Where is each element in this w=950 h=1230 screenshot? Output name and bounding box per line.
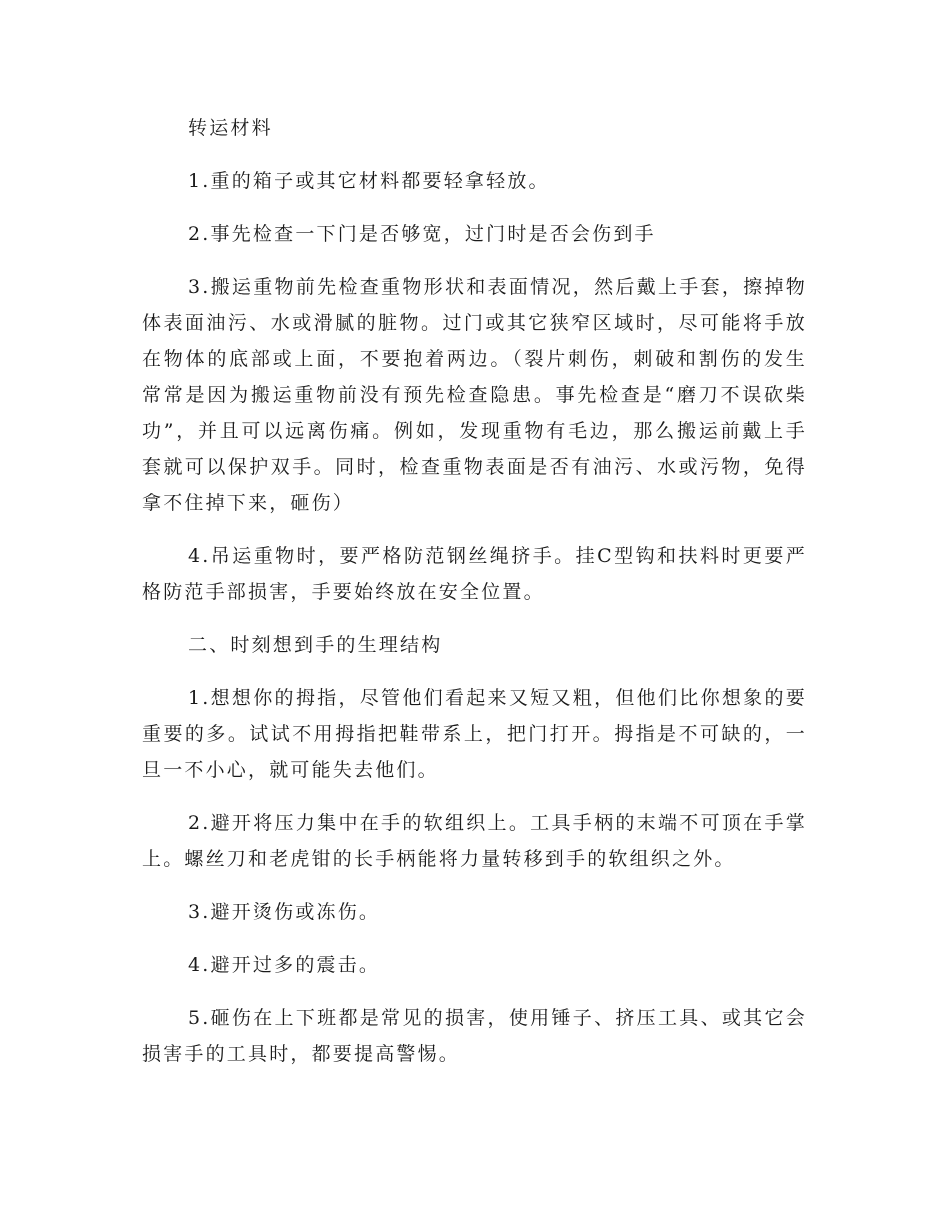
physiology-item-2: 2.避开将压力集中在手的软组织上。工具手柄的末端不可顶在手掌上。螺丝刀和老虎钳的长手柄能将力量转移到手的软组织之外。 bbox=[142, 812, 807, 870]
physiology-item-3: 3.避开烫伤或冻伤。 bbox=[188, 901, 381, 923]
physiology-item-1: 1.想想你的拇指，尽管他们看起来又短又粗，但他们比你想象的要重要的多。试试不用拇指把鞋带系上，把门打开。拇指是不可缺的，一旦一不小心，就可能失去他们。 bbox=[142, 687, 807, 781]
physiology-item-4: 4.避开过多的震击。 bbox=[188, 954, 381, 976]
transport-item-1: 1.重的箱子或其它材料都要轻拿轻放。 bbox=[188, 170, 550, 192]
transport-item-3: 3.搬运重物前先检查重物形状和表面情况，然后戴上手套，擦掉物体表面油污、水或滑腻的脏物。过门或其它狭窄区域时，尽可能将手放在物体的底部或上面，不要抱着两边。（裂片刺伤，刺破和割伤的发生常常是因为搬运重物前没有预先检查隐患。事先检查是“磨刀不误砍柴功”，并且可以远离伤痛。例如，发现重物有毛边，那么搬运前戴上手套就可以保护双手。同时，检查重物表面是否有油污、水或污物，免得拿不住掉下来，砸伤） bbox=[142, 276, 807, 514]
section-title-transport: 转运材料 bbox=[188, 117, 273, 139]
section-title-physiology: 二、时刻想到手的生理结构 bbox=[188, 634, 443, 656]
physiology-item-5: 5.砸伤在上下班都是常见的损害，使用锤子、挤压工具、或其它会损害手的工具时，都要提高警惕。 bbox=[142, 1007, 807, 1065]
transport-item-4: 4.吊运重物时，要严格防范钢丝绳挤手。挂C型钩和扶料时更要严格防范手部损害，手要始终放在安全位置。 bbox=[142, 545, 807, 603]
document-body bbox=[142, 110, 807, 1089]
transport-item-2: 2.事先检查一下门是否够宽，过门时是否会伤到手 bbox=[188, 223, 656, 245]
